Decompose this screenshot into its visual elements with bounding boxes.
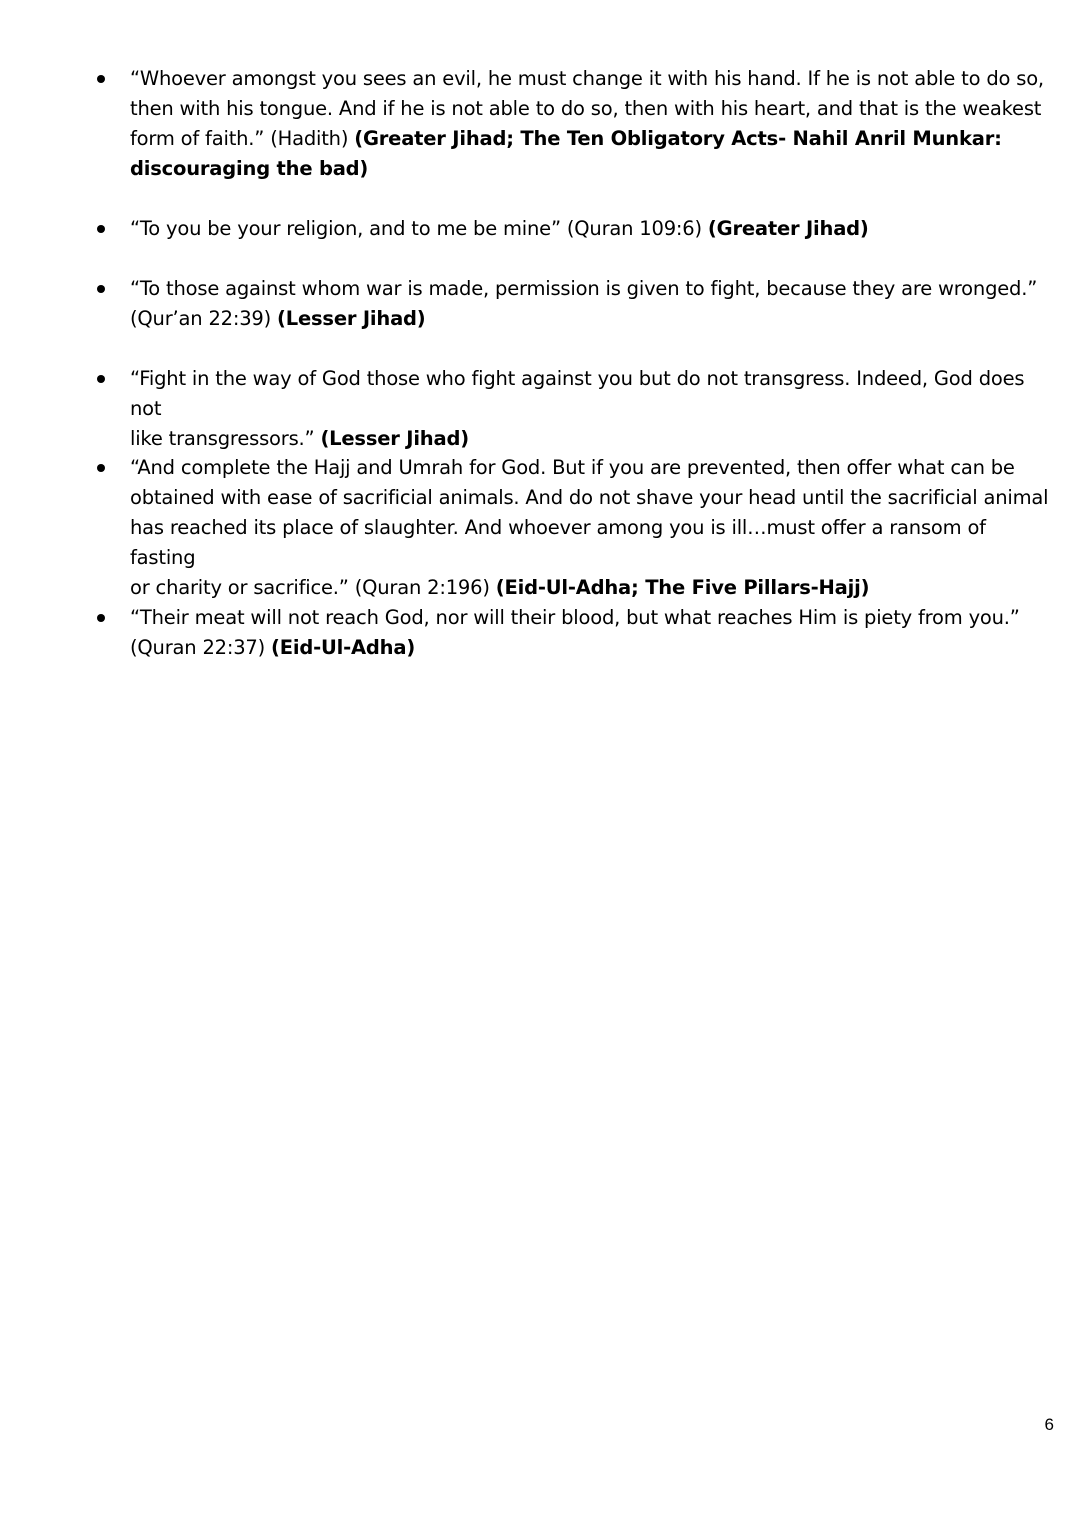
quote-text (130, 364, 1055, 454)
topic-tag: (Eid-Ul-Adha; The Five Pillars-Hajj) (495, 576, 870, 599)
quote-text (130, 214, 1055, 244)
topic-tag: (Greater Jihad) (707, 217, 869, 240)
quote-text (130, 64, 1055, 184)
page-number: 6 (1044, 1415, 1054, 1434)
topic-tag: (Eid-Ul-Adha) (271, 636, 416, 659)
quote-body: “Fight in the way of God those who fight against you but do not transgress. Indeed, God does not like transgressors.” (130, 367, 1025, 450)
quote-body: “To those against whom war is made, permission is given to fight, because they are wronged.” (Qur’an 22:39) (130, 277, 1038, 330)
bullet-icon (97, 375, 105, 383)
topic-tag: (Lesser Jihad) (277, 307, 426, 330)
topic-tag: (Greater Jihad; The Ten Obligatory Acts- Nahil Anril Munkar: discouraging the bad) (130, 127, 1002, 180)
quote-text (130, 453, 1055, 603)
quote-body: “Their meat will not reach God, nor will their blood, but what reaches Him is piety from you.” (Quran 22:37) (130, 606, 1020, 659)
quote-body: “And complete the Hajj and Umrah for God. But if you are prevented, then offer what can be obtained with ease of sacrificial animals. And do not shave your head until the sacrificial animal has reached its place of slaughter. And whoever among you is ill…must offer a ransom of fasting or charity or sacrifice.” (Quran 2:196) (130, 456, 1049, 599)
bullet-icon (97, 75, 105, 83)
bullet-icon (97, 614, 105, 622)
bullet-icon (97, 464, 105, 472)
quote-text (130, 274, 1055, 334)
quote-body: “To you be your religion, and to me be mine” (Quran 109:6) (130, 217, 708, 240)
bullet-icon (97, 225, 105, 233)
quote-text (130, 603, 1055, 663)
bullet-icon (97, 285, 105, 293)
topic-tag: (Lesser Jihad) (320, 427, 469, 450)
quote-body: “Whoever amongst you sees an evil, he must change it with his hand. If he is not able to do so, then with his tongue. And if he is not able to do so, then with his heart, and that is the weakest form of faith.” (Hadith) (130, 67, 1044, 150)
